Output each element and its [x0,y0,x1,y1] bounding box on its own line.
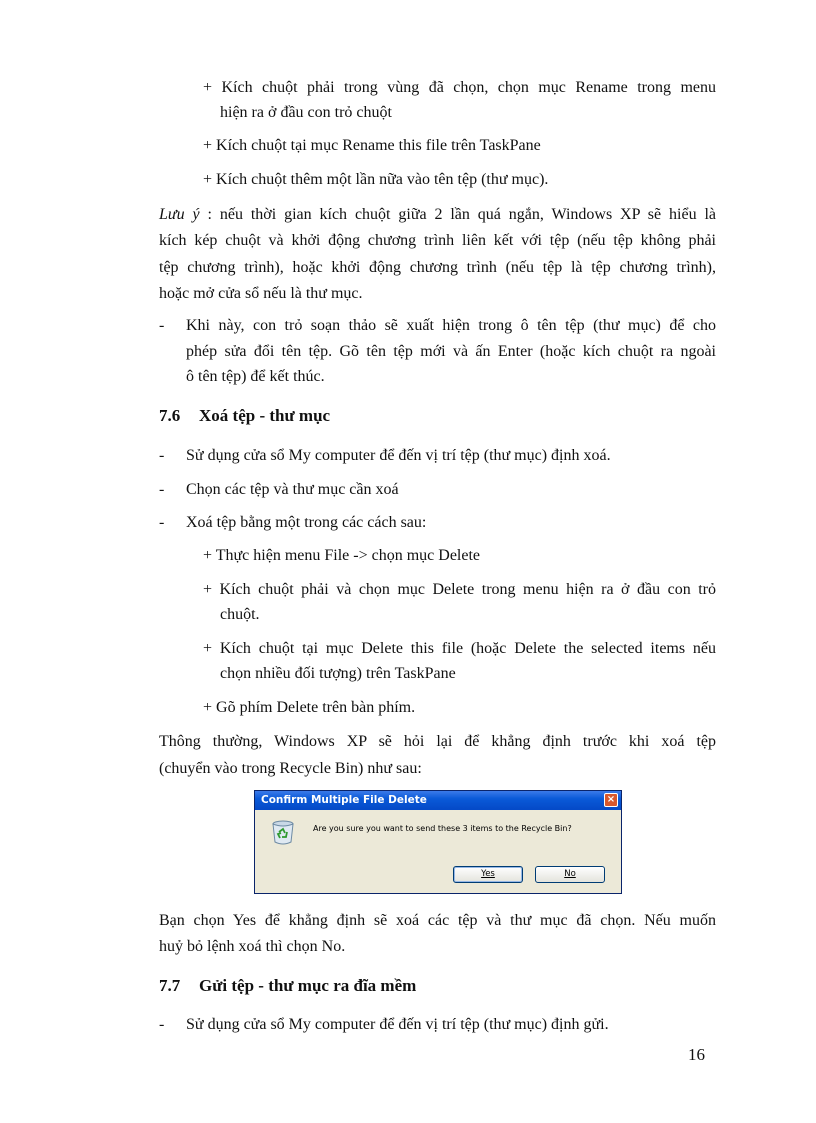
dialog-title: Confirm Multiple File Delete [261,794,427,806]
text-line: chọn nhiều đối tượng) trên TaskPane [220,665,456,682]
dialog-message: Are you sure you want to send these 3 items to the Recycle Bin? [313,824,572,833]
text-line: hoặc mở cửa sổ nếu là thư mục. [159,285,363,302]
section-heading-7-6 [159,405,330,427]
bullet-dash: - [159,317,165,334]
text-line: huỷ bỏ lệnh xoá thì chọn No. [159,938,346,955]
close-button[interactable]: × [604,793,618,807]
bullet-dash: - [159,1016,165,1033]
yes-button[interactable] [453,866,523,883]
text-line: + Kích chuột tại mục Delete this file (hoặc Delete the selected items nếu [203,640,716,657]
note-line [159,205,716,225]
dialog-titlebar [255,791,621,810]
text-line: (chuyển vào trong Recycle Bin) như sau: [159,760,422,777]
yes-button-label: Yes [481,869,495,879]
text-line: phép sửa đổi tên tệp. Gõ tên tệp mới và ấn Enter (hoặc kích chuột ra ngoài [186,343,716,360]
text-line: + Kích chuột thêm một lần nữa vào tên tệp (thư mục). [203,171,549,188]
no-button[interactable] [535,866,605,883]
bullet-dash: - [159,481,165,498]
section-title: Xoá tệp - thư mục [199,406,331,425]
text-line: + Kích chuột tại mục Rename this file trên TaskPane [203,137,541,154]
section-number: 7.7 [159,976,181,995]
section-heading-7-7 [159,975,416,997]
text-line: hiện ra ở đầu con trỏ chuột [220,104,392,121]
confirm-delete-dialog [254,790,622,894]
page-number: 16 [688,1045,705,1064]
recycle-bin-icon [271,819,295,845]
no-button-label: No [564,869,576,879]
text-line: + Gõ phím Delete trên bàn phím. [203,699,416,716]
text-line: Sử dụng cửa sổ My computer để đến vị trí tệp (thư mục) định xoá. [186,447,611,464]
note-label: Lưu ý [159,206,200,223]
bullet-dash: - [159,514,165,531]
text-line: Bạn chọn Yes để khẳng định sẽ xoá các tệp và thư mục đã chọn. Nếu muốn [159,912,716,929]
section-title: Gửi tệp - thư mục ra đĩa mềm [199,976,417,995]
text-line: ô tên tệp) để kết thúc. [186,368,325,385]
text-line: + Thực hiện menu File -> chọn mục Delete [203,547,481,564]
text-line: Sử dụng cửa sổ My computer để đến vị trí tệp (thư mục) định gửi. [186,1016,609,1033]
text-line: Khi này, con trỏ soạn thảo sẽ xuất hiện trong ô tên tệp (thư mục) để cho [186,317,716,334]
note-text: : nếu thời gian kích chuột giữa 2 lần quá ngắn, Windows XP sẽ hiểu là [199,206,717,223]
text-line: Thông thường, Windows XP sẽ hỏi lại để khẳng định trước khi xoá tệp [159,733,716,750]
bullet-dash: - [159,447,165,464]
text-line: + Kích chuột phải và chọn mục Delete trong menu hiện ra ở đầu con trỏ [203,581,716,598]
text-line: tệp chương trình), hoặc khởi động chương trình (nếu tệp là tệp chương trình), [159,259,716,276]
text-line: Xoá tệp bằng một trong các cách sau: [186,514,427,531]
section-number: 7.6 [159,406,181,425]
text-line: + Kích chuột phải trong vùng đã chọn, chọn mục Rename trong menu [203,79,716,96]
text-line: kích kép chuột và khởi động chương trình liên kết với tệp (nếu tệp không phải [159,232,716,249]
text-line: chuột. [220,606,260,623]
text-line: Chọn các tệp và thư mục cần xoá [186,481,399,498]
